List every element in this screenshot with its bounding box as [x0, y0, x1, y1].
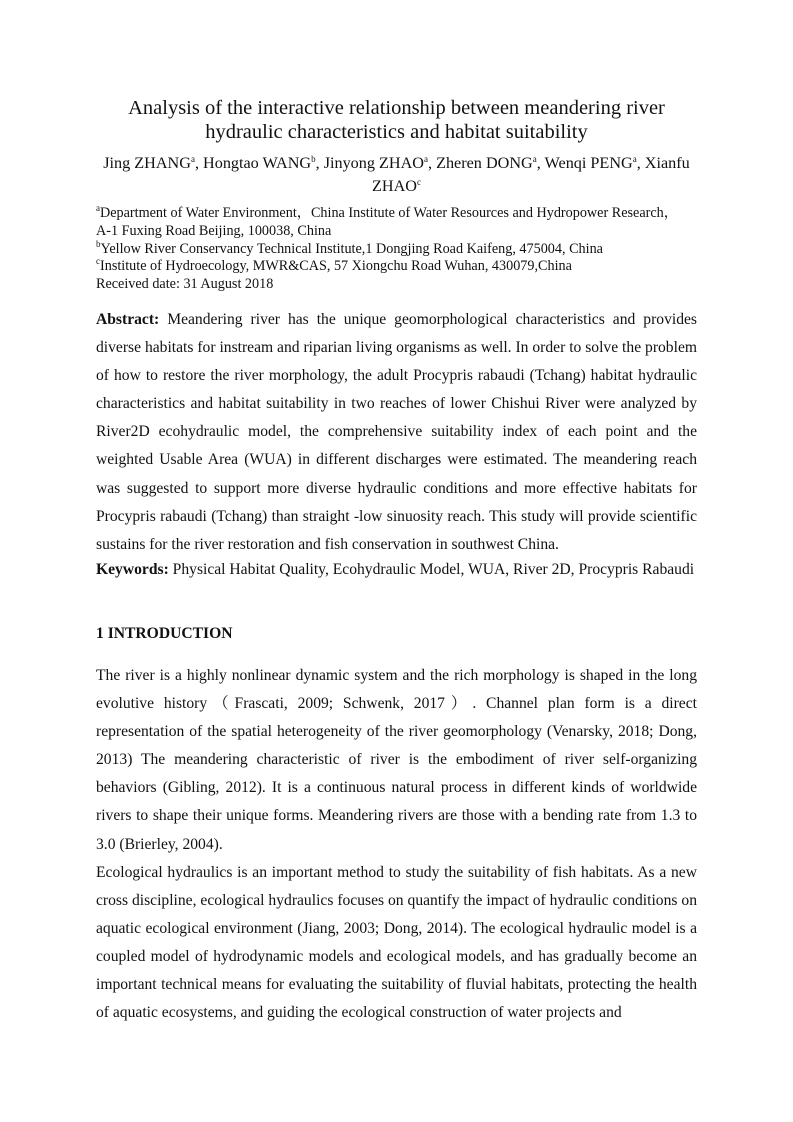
affiliation-a-address: A-1 Fuxing Road Beijing, 100038, China [96, 222, 332, 239]
affiliation-a: $^a$Department of Water Environment，China Institute of Water Resources and Hydropower Research， [96, 203, 678, 221]
paragraph: Ecological hydraulics is an important method to study the suitability of fish habitats. As a new cross discipline, ecological hydraulics focuses on quantify the impact of hydraulic conditions on aquatic ecological environment (Jiang, 2003; Dong, 2014). The ecological hydraulic model is a coupled model of hydrodynamic models and ecological models, and has gradually become an important technical means for evaluating the suitability of fluvial habitats, protecting the health of aquatic ecosystems, and guiding the ecological construction of water projects and [96, 863, 697, 1022]
keywords-label: Keywords: [96, 561, 169, 578]
introduction-body [96, 662, 697, 1027]
paragraph: The river is a highly nonlinear dynamic system and the rich morphology is shaped in the long evolutive history（Frascati, 2009; Schwenk, 2017）. Channel plan form is a direct representation of the spatial heterogeneity of the river geomorphology (Venarsky, 2018; Dong, 2013) The meandering characteristic of river is the embodiment of river self-organizing behaviors (Gibling, 2012). It is a continuous natural process in different kinds of worldwide rivers to shape their unique forms. Meandering rivers are those with a bending rate from 1.3 to 3.0 (Brierley, 2004). [96, 667, 697, 853]
received-date: Received date: 31 August 2018 [96, 276, 274, 293]
author: Hongtao WANG$^b$, [203, 154, 324, 172]
affiliation-c: $^c$Institute of Hydroecology, MWR&CAS, 57 Xiongchu Road Wuhan, 430079,China [96, 256, 572, 275]
author: Wenqi PENG$^a$, [544, 154, 645, 172]
author-list [96, 152, 697, 198]
keywords [96, 556, 697, 583]
affiliations [96, 205, 706, 294]
author: Zheren DONG$^a$, [436, 154, 545, 172]
author: Xianfu ZHAO$^c$ [372, 154, 690, 195]
title-line-1: Analysis of the interactive relationship between meandering river [128, 97, 665, 119]
author: Jing ZHANG$^a$, [103, 154, 204, 172]
title-line-2: hydraulic characteristics and habitat suitability [205, 121, 588, 143]
abstract-text: Meandering river has the unique geomorphological characteristics and provides diverse habitats for instream and riparian living organisms as well. In order to solve the problem of how to restore the river morphology, the adult Procypris rabaudi (Tchang) habitat hydraulic characteristics and habitat suitability in two reaches of lower Chishui River were analyzed by River2D ecohydraulic model, the comprehensive suitability index of each point and the weighted Usable Area (WUA) in different discharges were estimated. The meandering reach was suggested to support more diverse hydraulic conditions and more effective habitats for Procypris rabaudi (Tchang) than straight -low sinuosity reach. This study will provide scientific sustains for the river restoration and fish conservation in southwest China. [96, 311, 697, 553]
abstract [96, 306, 697, 559]
keywords-text: Physical Habitat Quality, Ecohydraulic Model, WUA, River 2D, Procypris Rabaudi [172, 561, 695, 578]
author: Jinyong ZHAO$^a$, [323, 154, 437, 172]
affiliation-b: $^b$Yellow River Conservancy Technical Institute,1 Dongjing Road Kaifeng, 475004, China [96, 238, 603, 257]
abstract-label: Abstract: [96, 311, 160, 328]
section-heading: 1 INTRODUCTION [96, 625, 233, 642]
paper-title [96, 96, 697, 144]
